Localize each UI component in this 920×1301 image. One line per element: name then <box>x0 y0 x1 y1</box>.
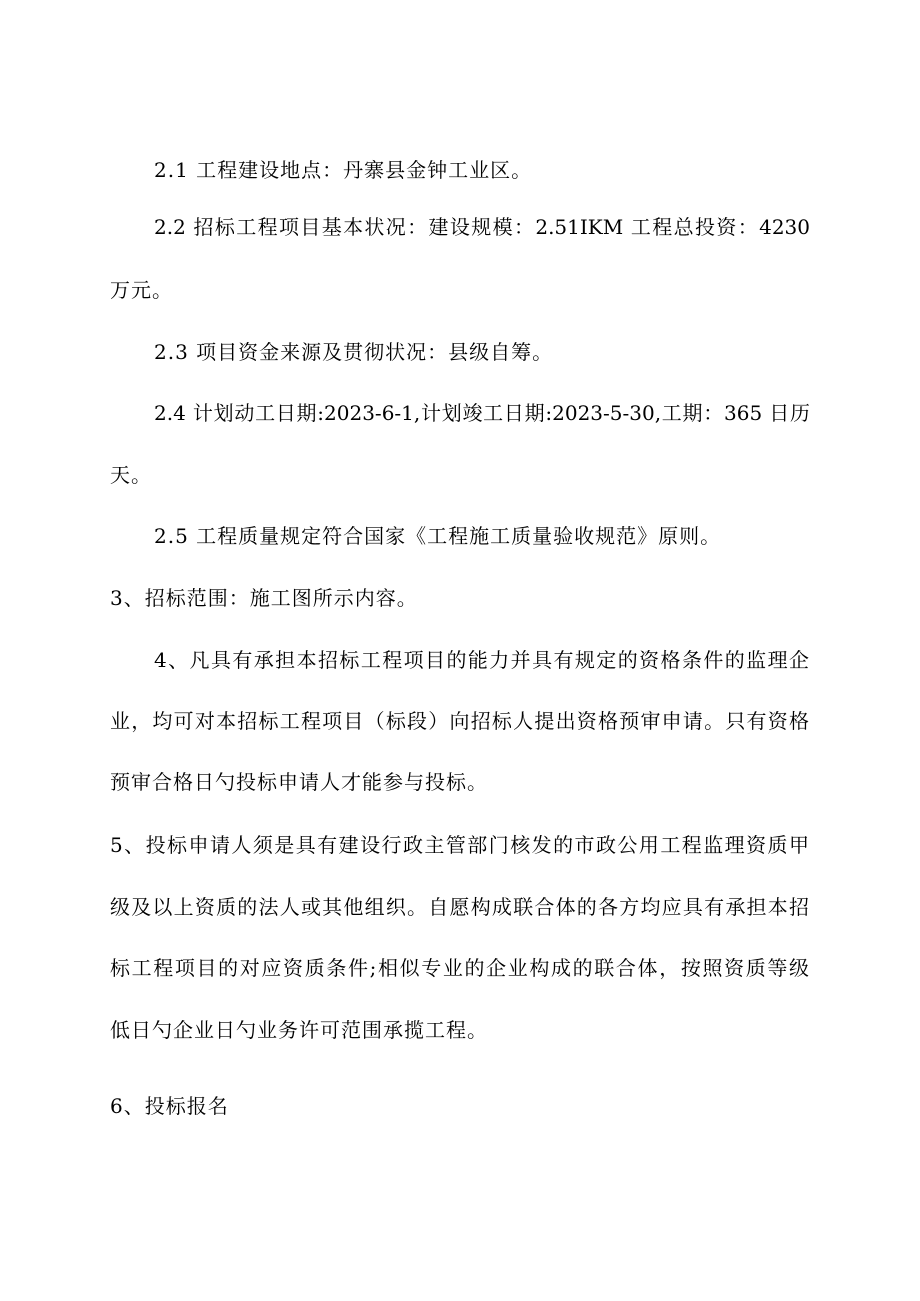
section-3: 3、招标范围：施工图所示内容。 <box>110 586 418 610</box>
section-4-line-3: 预审合格日勺投标申请人才能参与投标。 <box>110 770 488 794</box>
clause-2-4-continuation: 天。 <box>110 463 152 487</box>
section-5-line-1: 5、投标申请人须是具有建设行政主管部门核发的市政公用工程监理资质甲 <box>110 833 810 857</box>
section-4-line-2: 业，均可对本招标工程项目（标段）向招标人提出资格预审申请。只有资格 <box>110 709 810 733</box>
clause-2-5: 2.5 工程质量规定符合国家《工程施工质量验收规范》原则。 <box>154 524 722 548</box>
clause-2-2: 2.2 招标工程项目基本状况：建设规模：2.51IKM 工程总投资：4230 <box>154 215 810 239</box>
clause-2-3: 2.3 项目资金来源及贯彻状况：县级自筹。 <box>154 340 554 364</box>
clause-2-1: 2.1 工程建设地点：丹寨县金钟工业区。 <box>154 158 533 182</box>
section-5-line-4: 低日勺企业日勺业务许可范围承揽工程。 <box>110 1018 488 1042</box>
clause-2-2-continuation: 万元。 <box>110 278 173 302</box>
section-6-heading: 6、投标报名 <box>110 1094 229 1118</box>
section-5-line-2: 级及以上资质的法人或其他组织。自愿构成联合体的各方均应具有承担本招 <box>110 895 810 919</box>
section-5-line-3: 标工程项目的对应资质条件;相似专业的企业构成的联合体，按照资质等级 <box>110 956 810 980</box>
clause-2-4: 2.4 计划动工日期:2023-6-1,计划竣工日期:2023-5-30,工期：365 日历 <box>154 401 810 425</box>
section-4-line-1: 4、凡具有承担本招标工程项目的能力并具有规定的资格条件的监理企 <box>154 648 810 672</box>
